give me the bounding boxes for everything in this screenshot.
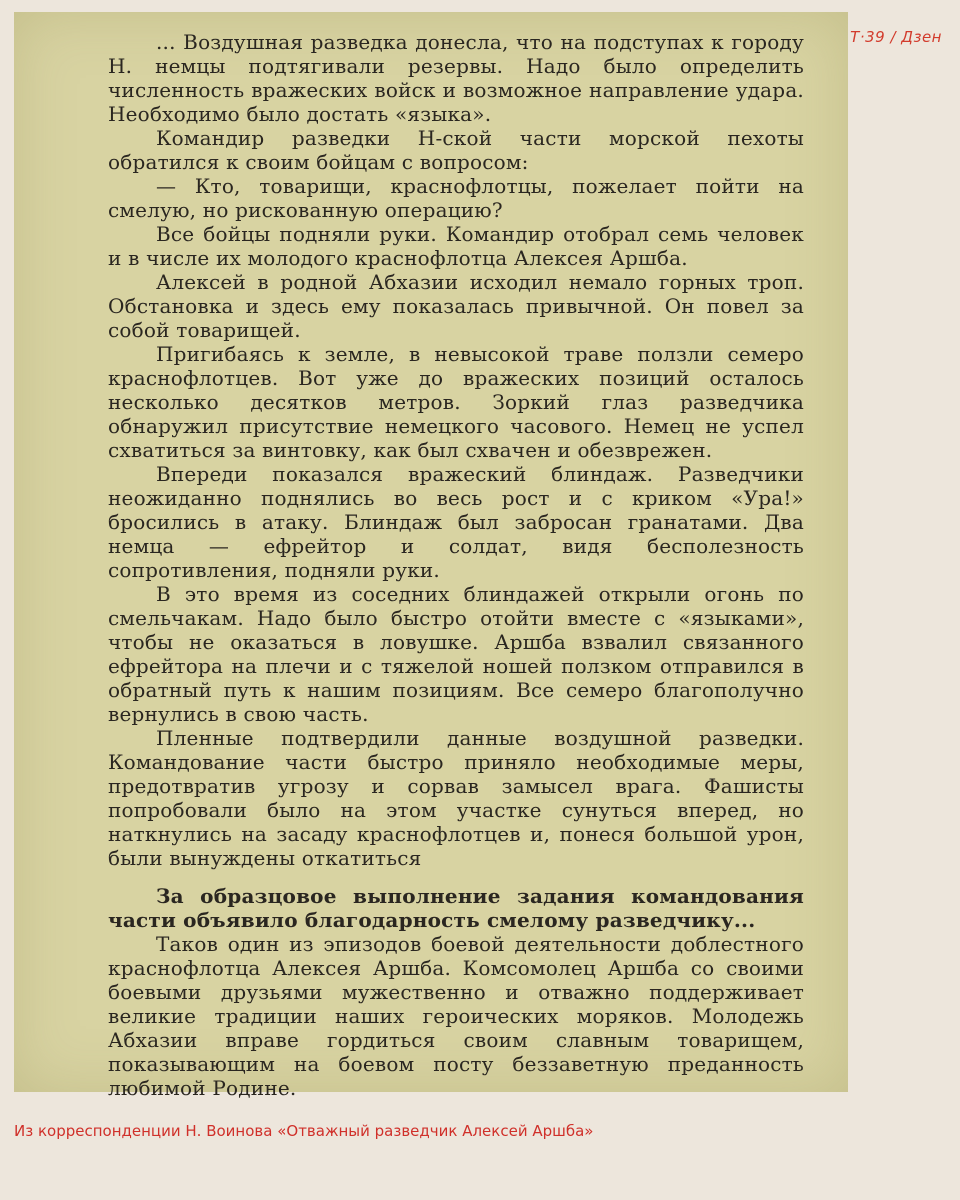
article-paragraph-5: Алексей в родной Абхазии исходил немало горных троп. Обстановка и здесь ему показалась привычной. Он повел за собой товарищей. bbox=[108, 270, 804, 342]
article-paragraph-1: ... Воздушная разведка донесла, что на подступах к городу Н. немцы подтягивали резервы. Надо было определить численность вражеских войск и возможное направление удара. Необходимо было достать «языка». bbox=[108, 30, 804, 126]
scanned-newspaper-clipping bbox=[14, 12, 848, 1100]
article-body bbox=[108, 30, 804, 1100]
article-paragraph-7: Впереди показался вражеский блиндаж. Разведчики неожиданно поднялись во весь рост и с криком «Ура!» бросились в атаку. Блиндаж был забросан гранатами. Два немца — ефрейтор и солдат, видя бесполезность сопротивления, подняли руки. bbox=[108, 462, 804, 582]
article-paragraph-3: — Кто, товарищи, краснофлотцы, пожелает пойти на смелую, но рискованную операцию? bbox=[108, 174, 804, 222]
article-paragraph-2: Командир разведки Н-ской части морской пехоты обратился к своим бойцам с вопросом: bbox=[108, 126, 804, 174]
article-bold-paragraph: За образцовое выполнение задания командования части объявило благодарность смелому разведчику... bbox=[108, 884, 804, 932]
article-closing-paragraph: Таков один из эпизодов боевой деятельности доблестного краснофлотца Алексея Аршба. Комсомолец Аршба со своими боевыми друзьями мужественно и отважно поддерживает великие традиции наших героических моряков. Молодежь Абхазии вправе гордиться своим славным товарищем, показывающим на боевом посту беззаветную преданность любимой Родине. bbox=[108, 932, 804, 1100]
article-paragraph-4: Все бойцы подняли руки. Командир отобрал семь человек и в числе их молодого краснофлотца Алексея Аршба. bbox=[108, 222, 804, 270]
article-paragraph-9: Пленные подтвердили данные воздушной разведки. Командование части быстро приняло необходимые меры, предотвратив угрозу и сорвав замысел врага. Фашисты попробовали было на этом участке сунуться вперед, но наткнулись на засаду краснофлотцев и, понеся большой урон, были вынуждены откатиться bbox=[108, 726, 804, 870]
article-paragraph-8: В это время из соседних блиндажей открыли огонь по смельчакам. Надо было быстро отойти вместе с «языками», чтобы не оказаться в ловушке. Аршба взвалил связанного ефрейтора на плечи и с тяжелой ношей ползком отправился в обратный путь к нашим позициям. Все семеро благополучно вернулись в свою часть. bbox=[108, 582, 804, 726]
source-caption: Из корреспонденции Н. Воинова «Отважный разведчик Алексей Аршба» bbox=[14, 1122, 594, 1140]
source-watermark: Т·39 / Дзен bbox=[850, 28, 942, 46]
article-paragraph-6: Пригибаясь к земле, в невысокой траве ползли семеро краснофлотцев. Вот уже до вражеских позиций осталось несколько десятков метров. Зоркий глаз разведчика обнаружил присутствие немецкого часового. Немец не успел схватиться за винтовку, как был схвачен и обезврежен. bbox=[108, 342, 804, 462]
